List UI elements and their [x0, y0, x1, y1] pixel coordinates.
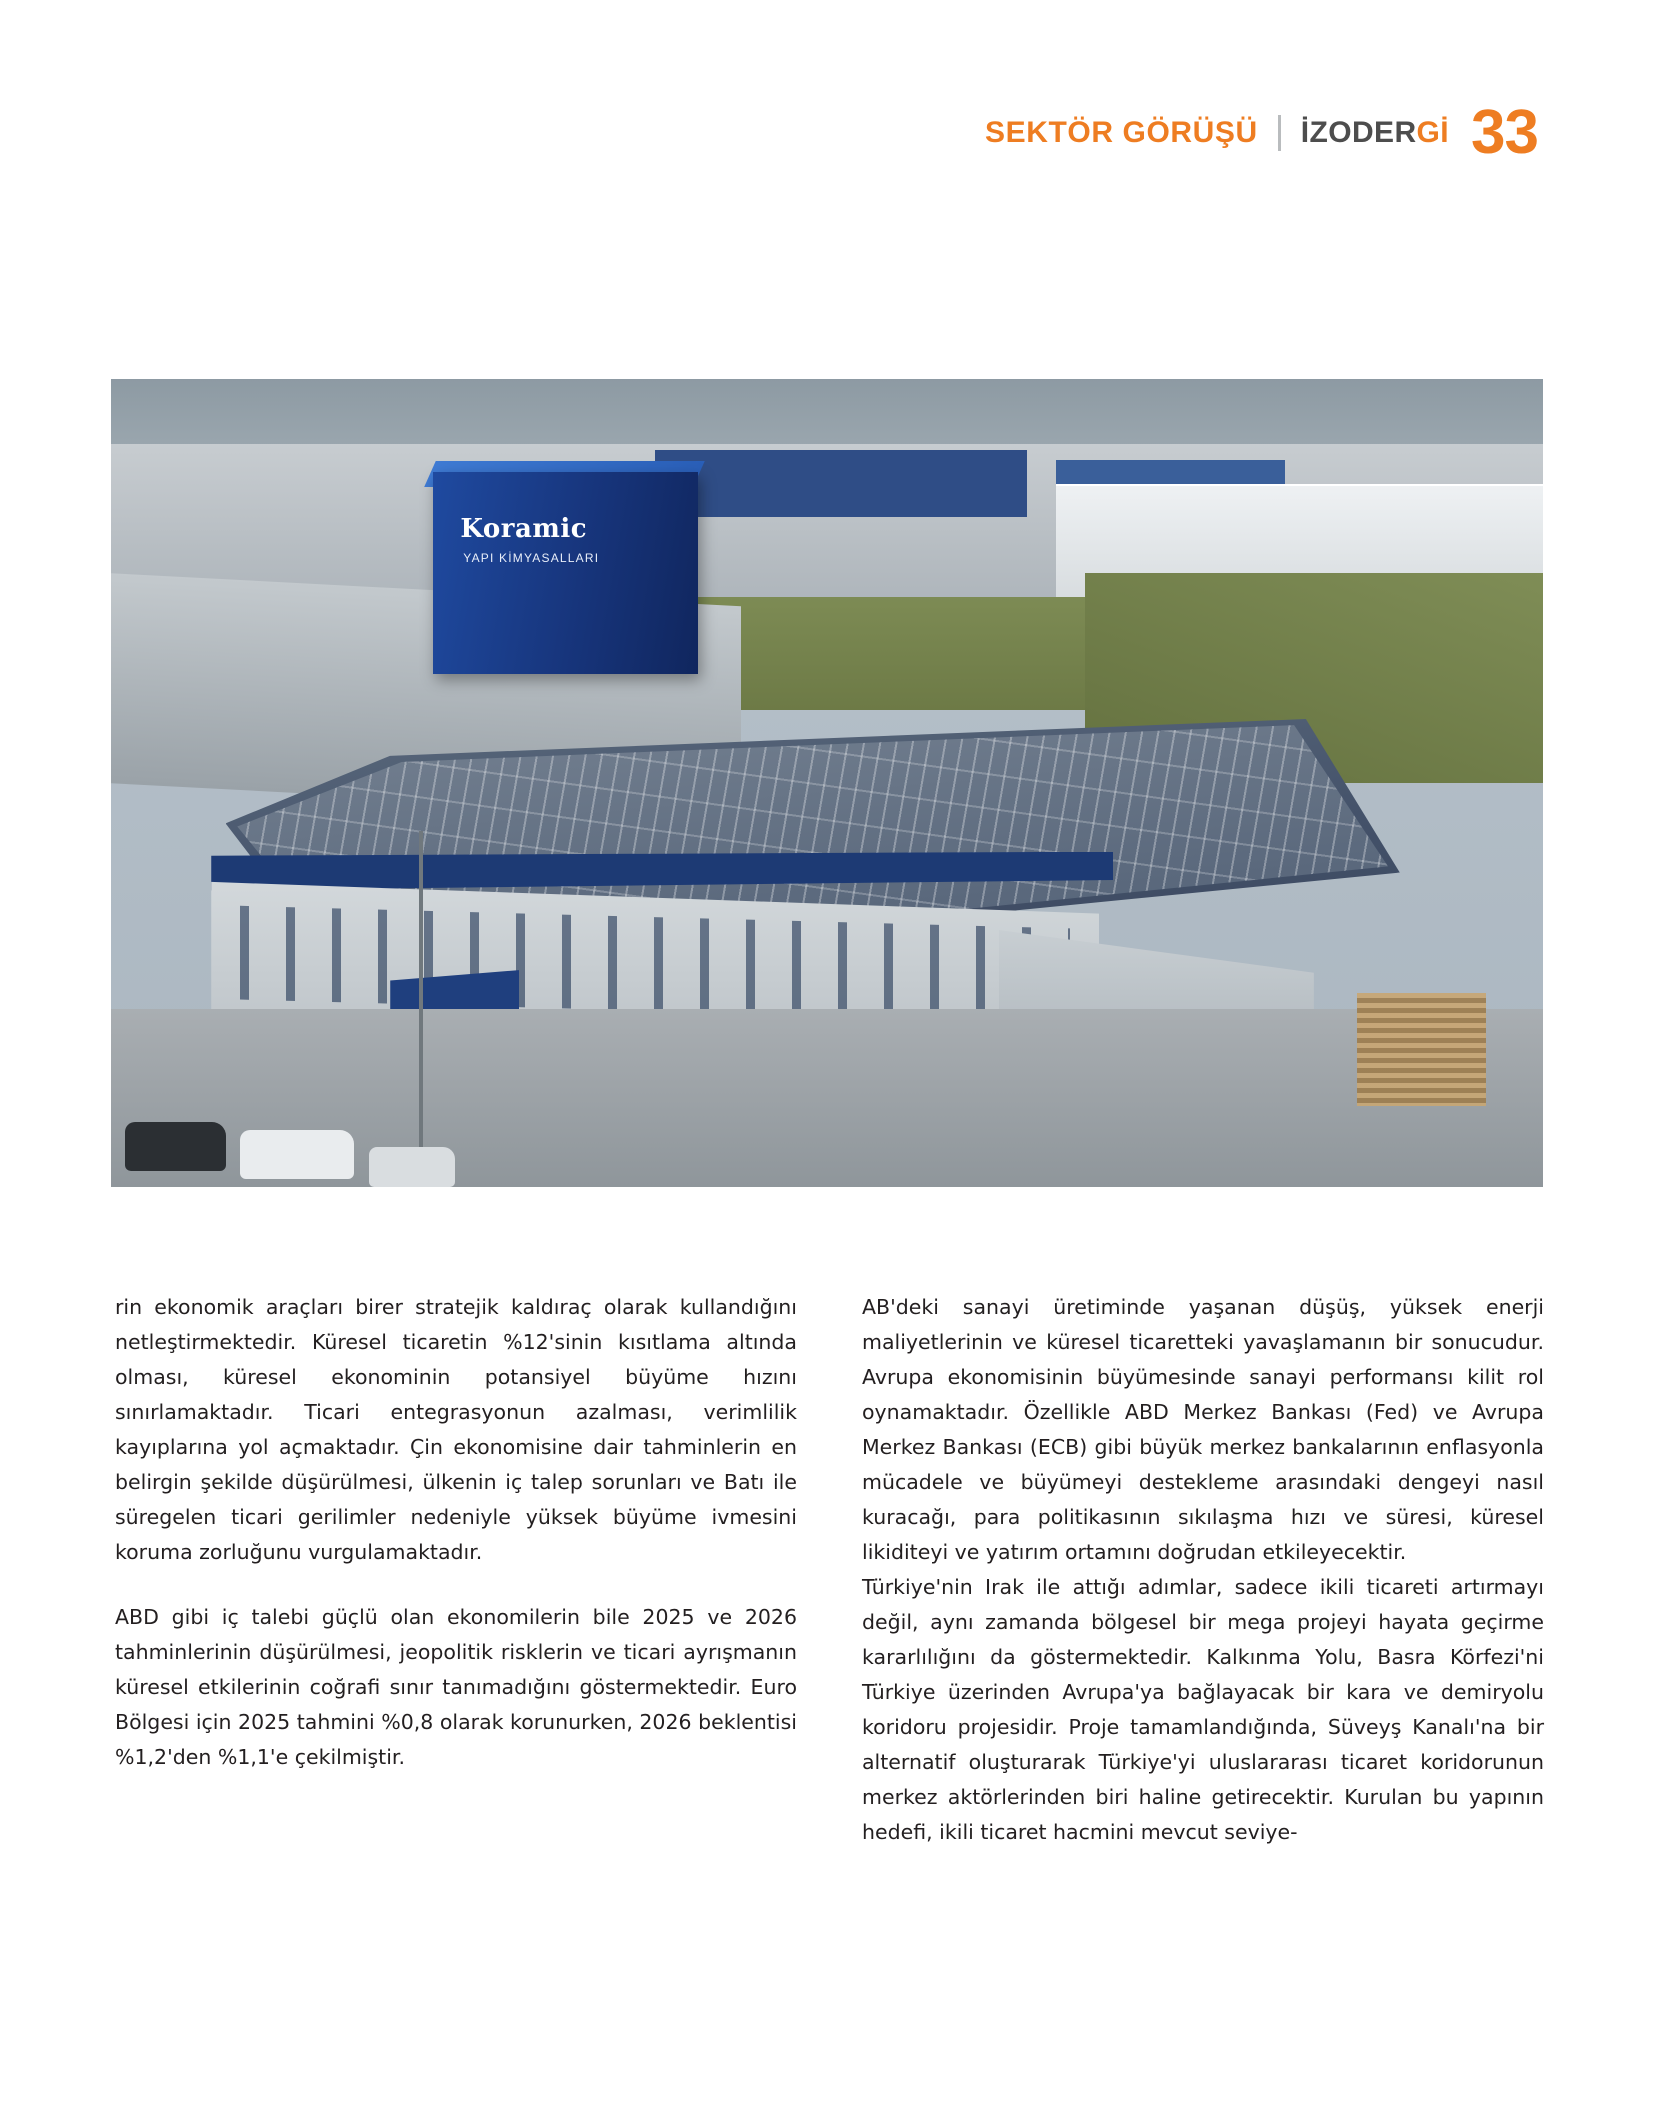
- photo-car: [369, 1147, 455, 1187]
- header-brand-dark: İZODER: [1300, 115, 1417, 149]
- photo-light-pole: [419, 831, 423, 1154]
- paragraph: rin ekonomik araçları birer stratejik kaldıraç olarak kullandığını netleştirmektedir. Küresel ticaretin %12'sinin kısıtlama altında olması, küresel ekonominin potansiyel büyüme hızını sınırlamaktadır. Ticari entegrasyonun azalması, verimlilik kayıplarına yol açmaktadır. Çin ekonomisine dair tahminlerin en belirgin şekilde düşürülmesi, ülkenin iç talep sorunları ve Batı ile süregelen ticari gerilimler nedeniyle yüksek büyüme ivmesini koruma zorluğunu vurgulamaktadır.: [115, 1295, 797, 1564]
- text-column-right: [862, 1290, 1544, 1850]
- photo-sign-title: Koramic: [460, 514, 588, 545]
- paragraph: ABD gibi iç talebi güçlü olan ekonomilerin bile 2025 ve 2026 tahminlerinin düşürülmesi, jeopolitik risklerin ve ticari ayrışmanın küresel etkilerinin coğrafi sınır tanımadığını göstermektedir. Euro Bölgesi için 2025 tahmini %0,8 olarak korunurken, 2026 beklentisi %1,2'den %1,1'e çekilmiştir.: [115, 1605, 797, 1769]
- photo-sign-cube: [433, 472, 698, 674]
- photo-car: [125, 1122, 225, 1170]
- photo-pallets: [1357, 993, 1486, 1106]
- photo-sign-subtitle: YAPI KİMYASALLARI: [463, 551, 600, 566]
- article-photo: [111, 379, 1543, 1187]
- header-section-label: SEKTÖR GÖRÜŞÜ: [984, 115, 1258, 149]
- paragraph: AB'deki sanayi üretiminde yaşanan düşüş, yüksek enerji maliyetlerinin ve küresel ticaretteki yavaşlamanın bir sonucudur. Avrupa ekonomisinin büyümesinde sanayi performansı kilit rol oynamaktadır. Özellikle ABD Merkez Bankası (Fed) ve Avrupa Merkez Bankası (ECB) gibi büyük merkez bankalarının enflasyonla mücadele ve büyümeyi destekleme arasındaki dengeyi nasıl kuracağı, para politikasının sıkılaşma hızı ve süresi, küresel likiditeyi ve yatırım ortamını doğrudan etkileyecektir.: [862, 1295, 1544, 1564]
- photo-car: [240, 1130, 355, 1178]
- page-header: [984, 98, 1538, 167]
- header-brand: [1301, 116, 1449, 150]
- photo-canvas: [111, 379, 1543, 1187]
- article-body: [115, 1290, 1545, 1850]
- header-brand-accent: Gİ: [1416, 115, 1450, 149]
- text-column-left: [115, 1290, 797, 1850]
- header-divider: [1278, 115, 1281, 151]
- page-number: 33: [1471, 98, 1538, 167]
- paragraph: Türkiye'nin Irak ile attığı adımlar, sadece ikili ticareti artırmayı değil, aynı zamanda bölgesel bir mega projeyi hayata geçirme kararlılığını da göstermektedir. Kalkınma Yolu, Basra Körfezi'ni Türkiye üzerinden Avrupa'ya bağlayacak bir kara ve demiryolu koridoru projesidir. Proje tamamlandığında, Süveyş Kanalı'na bir alternatif oluşturarak Türkiye'yi uluslararası ticaret koridorunun merkez aktörlerinden biri haline getirecektir. Kurulan bu yapının hedefi, ikili ticaret hacmini mevcut seviye-: [862, 1575, 1544, 1844]
